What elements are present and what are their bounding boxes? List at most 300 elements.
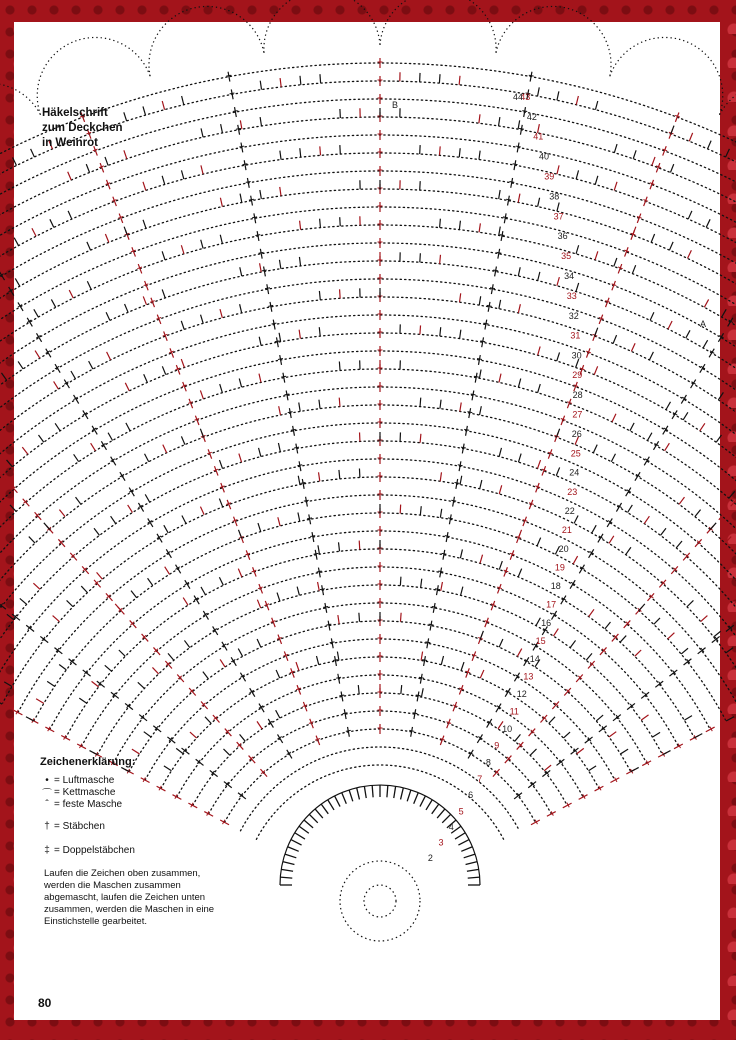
stitch-mark xyxy=(499,561,502,569)
stitch-mark xyxy=(639,604,645,611)
marker-a: A xyxy=(700,319,707,329)
stitch-mark xyxy=(726,149,730,157)
stitch-mark xyxy=(295,684,303,695)
stitch-mark xyxy=(1,373,6,380)
stitch-mark xyxy=(679,394,688,405)
stitch-mark xyxy=(55,423,60,430)
stitch-mark xyxy=(724,623,735,633)
stitch-mark xyxy=(503,754,513,765)
stitch-mark xyxy=(132,749,140,754)
stitch-mark xyxy=(358,685,359,694)
stitch-mark xyxy=(684,716,692,721)
round-number: 44 xyxy=(513,92,524,102)
stitch-mark xyxy=(58,539,65,547)
stitch-mark xyxy=(162,176,165,185)
stitch-mark xyxy=(155,314,163,325)
stitch-mark xyxy=(611,454,615,462)
stitch-mark xyxy=(628,505,633,513)
stitch-mark xyxy=(517,649,521,657)
stitch-mark xyxy=(335,673,342,684)
stitch-mark xyxy=(162,366,165,374)
stitch-mark xyxy=(454,483,459,484)
stitch-mark xyxy=(89,361,93,369)
stitch-mark xyxy=(257,639,261,647)
chain-round xyxy=(0,297,736,620)
single-crochet-icon: ˆ xyxy=(45,798,49,810)
stitch-mark xyxy=(589,609,594,616)
stitch-mark xyxy=(119,650,125,656)
stitch-mark xyxy=(342,793,347,804)
stitch-mark xyxy=(238,649,242,657)
stitch-mark xyxy=(181,170,183,179)
stitch-mark xyxy=(212,465,220,476)
round-number: 41 xyxy=(533,131,544,142)
round-number: 12 xyxy=(516,689,527,700)
stitch-mark xyxy=(457,461,464,472)
stitch-mark xyxy=(663,751,671,755)
stitch-mark xyxy=(515,142,522,153)
stitch-mark xyxy=(669,242,673,250)
stitch-mark xyxy=(665,443,670,451)
round-number: 6 xyxy=(468,790,474,801)
stitch-mark xyxy=(624,486,633,497)
stitch-mark xyxy=(550,700,560,711)
stitch-mark xyxy=(300,76,301,85)
stitch-mark xyxy=(339,542,340,551)
chain-round xyxy=(0,171,736,560)
stitch-mark xyxy=(589,766,597,771)
stitch-mark xyxy=(461,587,463,596)
stitch-mark xyxy=(518,194,520,203)
stitch-mark xyxy=(16,301,25,312)
stitch-mark xyxy=(145,494,149,502)
stitch-mark xyxy=(280,877,292,878)
stitch-mark xyxy=(620,749,628,754)
stitch-mark xyxy=(206,448,214,459)
stitch-mark xyxy=(682,657,693,667)
stitch-mark xyxy=(438,571,443,572)
stitch-mark xyxy=(105,665,112,671)
stitch-mark xyxy=(210,625,219,636)
stitch-mark xyxy=(442,553,447,554)
stitch-mark xyxy=(71,394,80,405)
scallop-edge xyxy=(610,37,723,114)
round-number: 21 xyxy=(561,525,572,535)
title-line-3: in Weinrot xyxy=(42,137,99,149)
stitch-mark xyxy=(626,701,637,711)
stitch-mark xyxy=(250,566,258,577)
stitch-mark xyxy=(231,516,239,527)
stitch-mark xyxy=(466,408,473,419)
stitch-mark xyxy=(461,447,466,448)
stitch-mark xyxy=(229,656,238,667)
stitch-mark xyxy=(420,434,421,443)
stitch-mark xyxy=(44,523,50,530)
stitch-mark xyxy=(696,646,707,656)
stitch-mark xyxy=(473,372,480,383)
stitch-mark xyxy=(288,667,296,678)
stitch-mark xyxy=(651,234,654,242)
round-number: 25 xyxy=(570,448,581,459)
stitch-mark xyxy=(689,133,692,141)
stitch-mark xyxy=(688,378,697,389)
stitch-mark xyxy=(233,111,238,112)
stitch-mark xyxy=(681,648,688,654)
stitch-mark xyxy=(420,253,421,262)
round-number: 16 xyxy=(541,617,552,628)
round-number: 5 xyxy=(458,806,464,817)
stitch-mark xyxy=(577,792,588,801)
stitch-mark xyxy=(533,482,541,493)
stitch-mark xyxy=(499,374,501,383)
stitch-mark xyxy=(272,323,277,324)
stitch-mark xyxy=(722,309,727,317)
stitch-mark xyxy=(303,496,310,507)
stitch-mark xyxy=(51,299,55,307)
stitch-mark xyxy=(34,309,39,317)
stitch-mark xyxy=(38,435,43,442)
stitch-mark xyxy=(400,577,401,586)
stitch-mark xyxy=(506,199,511,200)
stitch-mark xyxy=(494,702,503,713)
stitch-mark xyxy=(538,198,540,207)
stitch-mark xyxy=(297,465,302,466)
stitch-mark xyxy=(509,181,514,182)
stitch-mark xyxy=(668,668,679,678)
stitch-mark xyxy=(201,165,203,174)
stitch-mark xyxy=(499,448,501,457)
stitch-mark xyxy=(79,698,86,703)
stitch-mark xyxy=(614,144,617,153)
stitch-mark xyxy=(223,749,229,755)
stitch-mark xyxy=(238,671,247,682)
stitch-mark xyxy=(187,398,195,409)
stitch-mark xyxy=(280,187,281,196)
stitch-mark xyxy=(562,801,573,810)
stitch-mark xyxy=(605,517,614,528)
stitch-mark xyxy=(94,528,99,535)
stitch-mark xyxy=(401,788,404,800)
stitch-mark xyxy=(359,541,360,550)
stitch-mark xyxy=(444,718,452,729)
round-number: 37 xyxy=(553,211,564,222)
stitch-mark xyxy=(183,579,192,590)
stitch-mark xyxy=(220,198,222,207)
stitch-mark xyxy=(259,448,261,457)
stitch-mark xyxy=(464,429,469,430)
chain-round xyxy=(18,495,736,713)
round-number: 8 xyxy=(485,757,491,768)
stitch-mark xyxy=(438,735,446,746)
stitch-mark xyxy=(518,530,521,538)
stitch-mark xyxy=(62,378,71,389)
stitch-mark xyxy=(364,786,366,798)
stitch-mark xyxy=(181,359,184,367)
legend-label: = Kettmasche xyxy=(54,786,116,798)
chain-stitch-icon: • xyxy=(45,774,49,786)
stitch-mark xyxy=(14,238,18,246)
stitch-mark xyxy=(557,352,560,361)
stitch-mark xyxy=(56,538,66,549)
stitch-mark xyxy=(32,228,36,236)
stitch-mark xyxy=(688,250,692,258)
stitch-mark xyxy=(220,659,225,667)
stitch-mark xyxy=(612,634,619,642)
legend-note: Laufen die Zeichen oben zusammen, werden die Maschen zusammen abgemascht, laufen die Zeichen unten zusammen, werden die Maschen in eine Einstichstelle gearbeitet. xyxy=(44,868,215,927)
stitch-mark xyxy=(138,682,145,688)
stitch-mark xyxy=(105,234,108,242)
stitch-mark xyxy=(649,352,653,360)
round-number: 43 xyxy=(520,92,531,103)
stitch-mark xyxy=(236,791,247,801)
stitch-mark xyxy=(76,742,87,751)
stitch-mark xyxy=(299,403,300,412)
stitch-mark xyxy=(240,734,246,741)
stitch-mark xyxy=(275,733,284,744)
stitch-mark xyxy=(47,681,54,686)
stitch-mark xyxy=(318,545,320,554)
stitch-mark xyxy=(257,600,260,608)
stitch-mark xyxy=(87,281,91,289)
stitch-mark xyxy=(647,433,651,441)
stitch-mark xyxy=(201,128,203,137)
stitch-mark xyxy=(595,251,598,260)
stitch-mark xyxy=(530,749,536,755)
stitch-mark xyxy=(340,289,341,298)
stitch-mark xyxy=(319,585,326,596)
stitch-mark xyxy=(295,833,305,839)
stitch-mark xyxy=(679,497,684,504)
stitch-mark xyxy=(218,482,226,493)
stitch-mark xyxy=(439,146,440,155)
stitch-mark xyxy=(53,646,64,656)
chain-round xyxy=(0,207,736,577)
stitch-mark xyxy=(701,616,708,622)
stitch-mark xyxy=(87,242,91,250)
stitch-mark xyxy=(68,211,72,219)
stitch-mark xyxy=(569,746,580,756)
stitch-mark xyxy=(81,409,90,420)
scallop-edge xyxy=(380,0,496,53)
scallop-edge xyxy=(496,6,611,76)
stitch-mark xyxy=(279,260,280,269)
round-number: 33 xyxy=(566,291,577,301)
stitch-mark xyxy=(479,296,480,305)
stitch-mark xyxy=(421,579,422,588)
stitch-mark xyxy=(239,142,246,153)
round-number: 28 xyxy=(572,389,583,400)
stitch-mark xyxy=(513,791,524,801)
stitch-mark xyxy=(555,757,566,767)
stitch-mark xyxy=(631,343,635,351)
stitch-mark xyxy=(614,258,617,266)
stitch-mark xyxy=(641,715,648,720)
chain-round xyxy=(0,351,736,645)
chain-round xyxy=(50,531,710,729)
title-line-1: Häkelschrift xyxy=(42,107,108,119)
stitch-mark xyxy=(304,500,309,501)
stitch-mark xyxy=(244,160,246,170)
stitch-mark xyxy=(378,454,383,464)
stitch-mark xyxy=(69,290,73,298)
stitch-mark xyxy=(20,598,27,604)
stitch-mark xyxy=(164,548,173,559)
stitch-mark xyxy=(338,615,339,624)
stitch-mark xyxy=(414,793,419,804)
stitch-mark xyxy=(301,701,309,712)
stitch-mark xyxy=(259,374,261,383)
round-number: 40 xyxy=(539,151,550,162)
stitch-mark xyxy=(296,662,299,671)
stitch-mark xyxy=(568,579,577,590)
stitch-mark xyxy=(597,724,608,734)
stitch-mark xyxy=(359,613,360,622)
stitch-mark xyxy=(276,634,284,645)
stitch-mark xyxy=(163,445,167,453)
stitch-mark xyxy=(12,708,23,717)
stitch-mark xyxy=(255,231,262,242)
stitch-mark xyxy=(339,695,344,696)
stitch-mark xyxy=(257,583,265,594)
slip-stitch-icon: ⌒ xyxy=(42,788,52,800)
stitch-mark xyxy=(559,594,568,605)
stitch-mark xyxy=(248,687,257,698)
stitch-mark xyxy=(314,553,319,554)
stitch-mark xyxy=(143,106,146,115)
stitch-mark xyxy=(168,347,176,358)
stitch-mark xyxy=(299,826,309,833)
stitch-mark xyxy=(669,565,679,576)
stitch-mark xyxy=(299,330,300,339)
stitch-mark xyxy=(479,114,480,123)
round-number: 7 xyxy=(477,774,483,784)
stitch-mark xyxy=(546,448,554,459)
stitch-mark xyxy=(529,75,534,76)
stitch-mark xyxy=(440,327,441,336)
stitch-mark xyxy=(622,246,630,257)
stitch-mark xyxy=(451,701,459,712)
stitch-mark xyxy=(220,641,229,652)
stitch-mark xyxy=(654,679,665,689)
stitch-mark xyxy=(460,403,461,412)
stitch-mark xyxy=(297,587,299,596)
stitch-mark xyxy=(378,400,383,410)
stitch-mark xyxy=(201,610,210,621)
center-ring xyxy=(364,885,396,917)
marker-b: B xyxy=(392,100,399,110)
stitch-mark xyxy=(441,656,443,665)
stitch-mark xyxy=(420,398,421,407)
stitch-mark xyxy=(519,128,524,129)
stitch-mark xyxy=(538,272,540,281)
round-number: 34 xyxy=(564,271,575,282)
stitch-mark xyxy=(90,751,98,755)
stitch-mark xyxy=(660,145,668,156)
stitch-mark xyxy=(683,412,688,420)
stitch-mark xyxy=(260,117,261,126)
scallop-edge xyxy=(37,37,150,114)
stitch-mark xyxy=(612,414,616,422)
stitch-mark xyxy=(400,613,401,622)
legend-item-feste-masche xyxy=(40,798,230,810)
stitch-mark xyxy=(201,240,203,249)
stitch-mark xyxy=(131,591,137,598)
stitch-mark xyxy=(11,612,22,622)
stitch-mark xyxy=(480,631,483,639)
stitch-mark xyxy=(461,662,464,671)
stitch-mark xyxy=(238,530,241,538)
stitch-mark xyxy=(219,499,222,507)
stitch-mark xyxy=(640,690,651,700)
stitch-mark xyxy=(716,435,721,442)
stitch-mark xyxy=(460,549,462,558)
stitch-mark xyxy=(652,732,660,737)
stitch-mark xyxy=(518,120,520,129)
stitch-mark xyxy=(706,219,710,227)
stitch-mark xyxy=(321,804,328,814)
round-number: 10 xyxy=(502,723,513,734)
stitch-mark xyxy=(278,517,280,526)
stitch-mark xyxy=(161,331,169,342)
stitch-mark xyxy=(239,454,242,463)
stitch-mark xyxy=(498,249,500,259)
stitch-mark xyxy=(464,854,475,858)
legend-item-kettmasche xyxy=(40,786,230,798)
stitch-mark xyxy=(538,87,540,96)
stitch-mark xyxy=(291,840,302,845)
stitch-mark xyxy=(480,480,482,489)
stitch-mark xyxy=(448,518,453,519)
stitch-mark xyxy=(597,314,605,325)
stitch-mark xyxy=(4,682,12,687)
stitch-mark xyxy=(460,293,461,302)
stitch-mark xyxy=(407,790,411,801)
stitch-mark xyxy=(480,406,482,415)
title-line-2: zum Deckchen xyxy=(42,122,123,134)
stitch-mark xyxy=(447,514,454,525)
stitch-mark xyxy=(330,642,335,643)
stitch-mark xyxy=(453,479,460,490)
stitch-mark xyxy=(557,91,559,100)
stitch-mark xyxy=(626,547,631,554)
stitch-mark xyxy=(426,800,432,810)
stitch-mark xyxy=(124,112,127,121)
stitch-mark xyxy=(553,629,558,637)
stitch-mark xyxy=(99,440,108,451)
chart-title xyxy=(42,106,123,151)
scallop-edge xyxy=(719,83,736,168)
stitch-mark xyxy=(441,582,443,591)
legend-label: = Stäbchen xyxy=(54,820,105,832)
stitch-mark xyxy=(583,735,594,745)
stitch-mark xyxy=(489,600,497,611)
stitch-mark xyxy=(181,245,184,254)
stitch-mark xyxy=(165,567,170,575)
stitch-mark xyxy=(182,96,184,105)
stitch-mark xyxy=(29,537,35,544)
stitch-mark xyxy=(260,81,261,90)
chain-round xyxy=(0,330,736,636)
stitch-mark xyxy=(190,732,197,738)
stitch-mark xyxy=(718,392,723,399)
chain-round xyxy=(0,243,736,594)
stitch-mark xyxy=(314,735,322,746)
stitch-mark xyxy=(126,423,130,431)
stitch-mark xyxy=(124,701,135,711)
stitch-mark xyxy=(269,617,277,628)
stitch-mark xyxy=(458,840,469,845)
stitch-mark xyxy=(316,656,318,665)
